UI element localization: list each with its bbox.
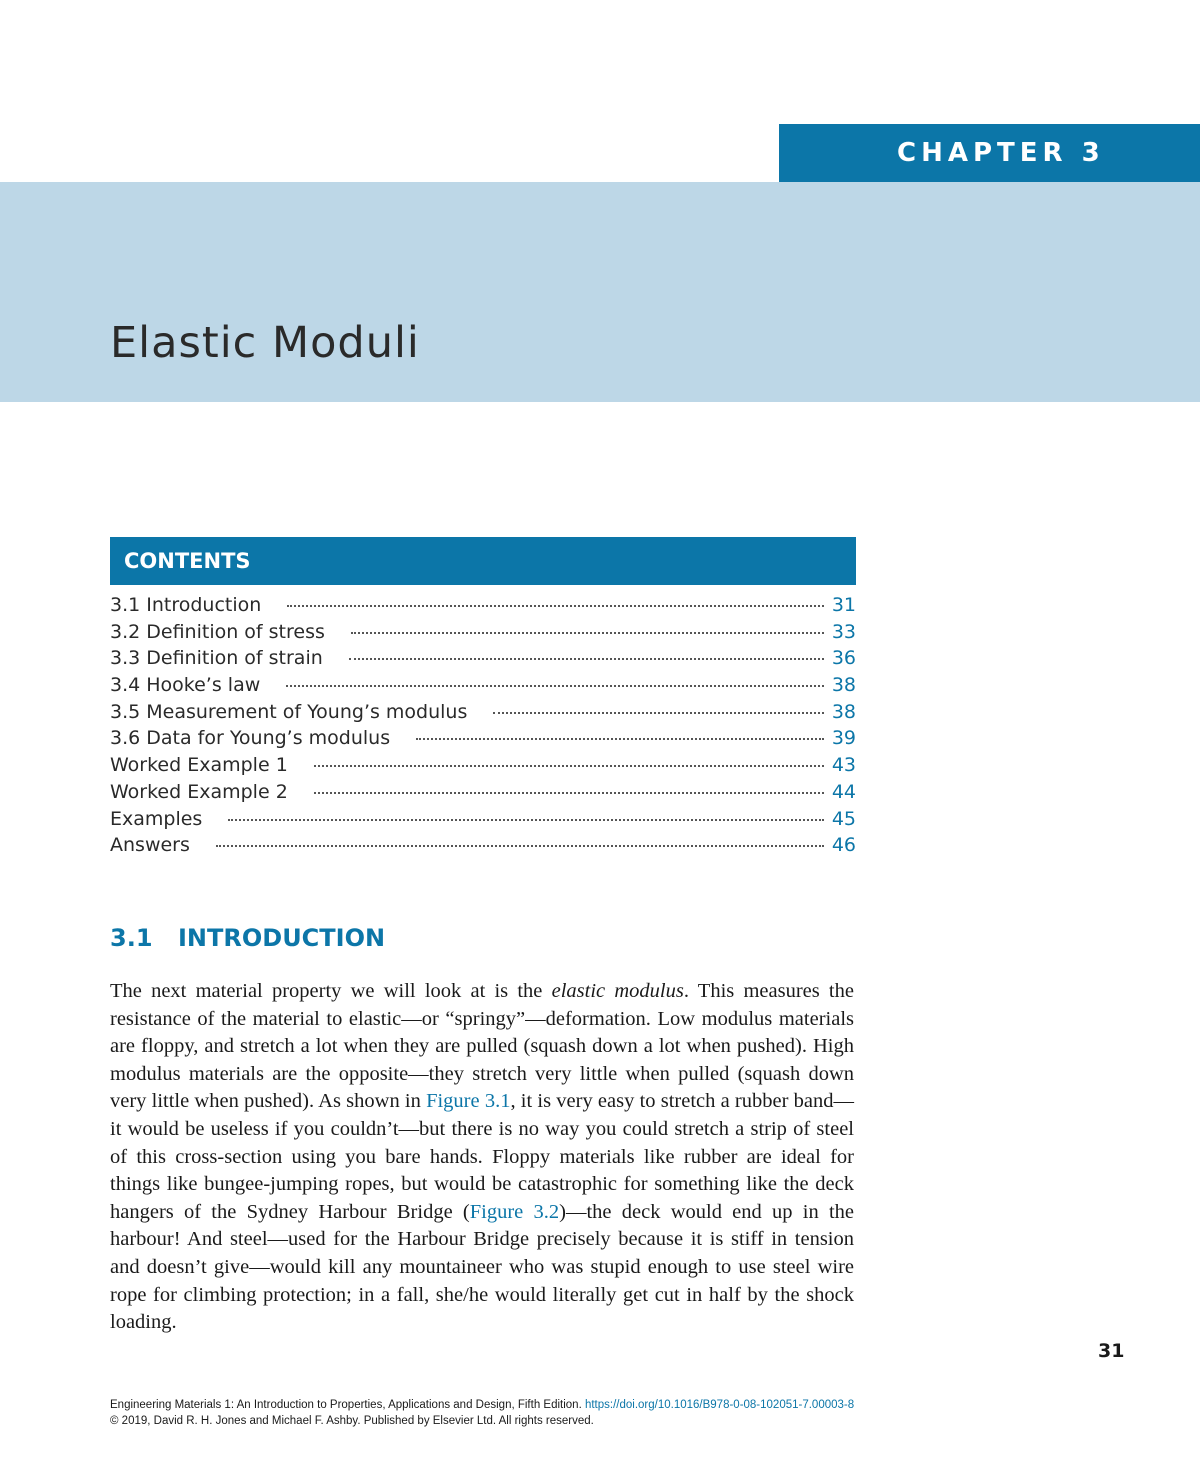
toc-leader-dots (314, 764, 824, 767)
toc-leader-dots (216, 844, 824, 847)
toc-entry-page[interactable]: 36 (831, 647, 856, 670)
toc-entry-label: Worked Example 1 (110, 754, 288, 777)
toc-entry-label: Examples (110, 807, 203, 830)
toc-entry[interactable] (110, 647, 856, 674)
contents-header: CONTENTS (110, 537, 856, 585)
figure-link[interactable]: Figure 3.1 (426, 1090, 511, 1113)
toc-leader-dots (349, 657, 824, 660)
footer-citation: Engineering Materials 1: An Introduction to Properties, Applications and Design, Fifth Edition. (110, 1399, 585, 1411)
toc-entry-page[interactable]: 38 (831, 700, 856, 723)
toc-entry-page[interactable]: 46 (831, 834, 856, 857)
figure-link[interactable]: Figure 3.2 (469, 1200, 560, 1223)
toc-entry[interactable] (110, 701, 856, 728)
page-number: 31 (1098, 1340, 1125, 1362)
toc-entry-label: 3.6 Data for Young’s modulus (110, 727, 391, 750)
toc-leader-dots (314, 791, 824, 794)
chapter-label: CHAPTER 3 (779, 124, 1200, 182)
body-paragraph (110, 978, 854, 1337)
body-text-run: , it is very easy to stretch a rubber band—it would be useless if you couldn’t—but there is no way you could stretch a strip of steel of this cross-section using you bare hands. Floppy materials like rubber are ideal for things like bungee-jumping ropes, but would be catastrophic for something like the deck hangers of the Sydney Harbour Bridge ( (110, 1090, 854, 1223)
toc-leader-dots (416, 737, 824, 740)
toc-entry-page[interactable]: 31 (831, 594, 856, 616)
toc-entry[interactable] (110, 754, 856, 781)
toc-entry-page[interactable]: 33 (831, 620, 856, 643)
toc-entry-page[interactable]: 43 (831, 754, 856, 777)
toc-entry[interactable] (110, 781, 856, 808)
toc-leader-dots (493, 711, 824, 714)
toc-entry[interactable] (110, 834, 856, 861)
toc-entry-label: 3.4 Hooke’s law (110, 674, 261, 697)
toc-leader-dots (286, 684, 824, 687)
section-title: INTRODUCTION (178, 924, 386, 952)
toc-entry[interactable] (110, 674, 856, 701)
contents-box (110, 537, 856, 861)
toc-leader-dots (351, 631, 824, 634)
footer-citation-line (110, 1397, 1110, 1413)
toc-entry-label: Answers (110, 834, 190, 857)
toc-entry[interactable] (110, 727, 856, 754)
body-text-run: The next material property we will look at is the (110, 980, 552, 1002)
toc-entry-page[interactable]: 38 (831, 674, 856, 697)
contents-list (110, 594, 856, 861)
toc-entry[interactable] (110, 808, 856, 835)
toc-entry-label: Worked Example 2 (110, 780, 288, 803)
footer (110, 1397, 1110, 1429)
chapter-title: Elastic Moduli (110, 318, 420, 368)
toc-entry-label: 3.5 Measurement of Young’s modulus (110, 700, 468, 723)
toc-entry-page[interactable]: 44 (831, 780, 856, 803)
title-band (0, 182, 1200, 402)
toc-leader-dots (287, 604, 824, 607)
footer-copyright: © 2019, David R. H. Jones and Michael F. Ashby. Published by Elsevier Ltd. All rights reserved. (110, 1415, 594, 1427)
section-number: 3.1 (110, 924, 153, 952)
toc-leader-dots (228, 818, 824, 821)
body-text-run: . This measures the resistance of the material to elastic—or “springy”—deformation. Low modulus materials are floppy, and stretch a lot when they are pulled (squash down a lot when pushed). High modulus materials are the opposite—they stretch very little when pulled (squash down very little when pushed). As shown in (110, 980, 854, 1113)
toc-entry-page[interactable]: 39 (831, 727, 856, 750)
toc-entry-label: 3.2 Definition of stress (110, 620, 325, 643)
doi-link[interactable]: https://doi.org/10.1016/B978-0-08-102051-7.00003-8 (584, 1399, 855, 1411)
toc-entry[interactable] (110, 594, 856, 621)
toc-entry-label: 3.1 Introduction (110, 594, 262, 616)
body-text-run: )—the deck would end up in the harbour! And steel—used for the Harbour Bridge precisely because it is stiff in tension and doesn’t give—would kill any mountaineer who was stupid enough to use steel wire rope for climbing protection; in a fall, she/he would literally get cut in half by the shock loading. (110, 1200, 854, 1334)
toc-entry[interactable] (110, 621, 856, 648)
toc-entry-page[interactable]: 45 (831, 807, 856, 830)
body-emphasis: elastic modulus (551, 980, 684, 1002)
section-heading (110, 924, 385, 952)
toc-entry-label: 3.3 Definition of strain (110, 647, 323, 670)
